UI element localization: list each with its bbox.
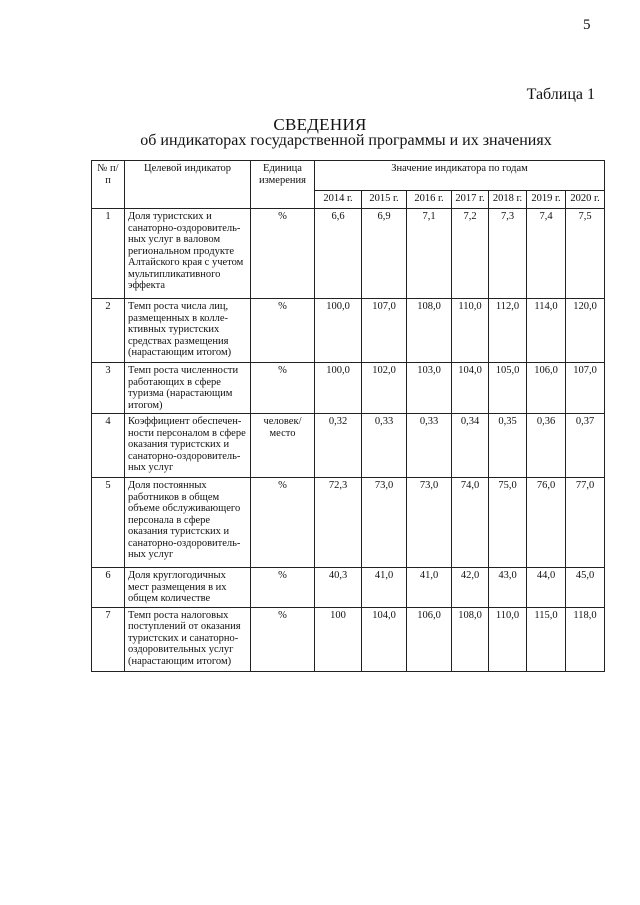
table-row [92, 478, 605, 568]
header-value-group: Значение индикатора по годам [315, 161, 605, 191]
row-value: 104,0 [452, 363, 489, 414]
row-value: 6,6 [315, 209, 362, 299]
header-year: 2014 г. [315, 191, 362, 209]
row-unit: % [251, 478, 315, 568]
row-value: 0,37 [566, 414, 605, 478]
row-unit: % [251, 299, 315, 363]
row-value: 107,0 [362, 299, 407, 363]
document-title: СВЕДЕНИЯ [273, 115, 367, 134]
row-value: 0,34 [452, 414, 489, 478]
row-value: 100,0 [315, 363, 362, 414]
row-number: 5 [92, 478, 125, 568]
row-value: 103,0 [407, 363, 452, 414]
row-value: 110,0 [452, 299, 489, 363]
row-unit: % [251, 607, 315, 671]
table-row [92, 607, 605, 671]
table-row [92, 414, 605, 478]
row-value: 43,0 [489, 568, 527, 608]
row-value: 110,0 [489, 607, 527, 671]
row-value: 77,0 [566, 478, 605, 568]
row-value: 72,3 [315, 478, 362, 568]
row-indicator: Доля постоянных работников в общем объеме обслуживающего персонала в сфере оказания туристских и санаторно-оздоровитель-ных услуг [125, 478, 251, 568]
table-body [92, 209, 605, 672]
row-unit: % [251, 363, 315, 414]
table-row [92, 209, 605, 299]
row-value: 74,0 [452, 478, 489, 568]
title-block [0, 116, 640, 149]
row-value: 75,0 [489, 478, 527, 568]
row-value: 73,0 [362, 478, 407, 568]
row-unit: человек/ место [251, 414, 315, 478]
row-number: 1 [92, 209, 125, 299]
row-value: 115,0 [527, 607, 566, 671]
row-value: 42,0 [452, 568, 489, 608]
row-value: 100 [315, 607, 362, 671]
row-number: 2 [92, 299, 125, 363]
row-value: 7,3 [489, 209, 527, 299]
row-indicator: Темп роста налоговых поступлений от оказания туристских и санаторно-оздоровительных услуг (нарастающим итогом) [125, 607, 251, 671]
row-unit: % [251, 568, 315, 608]
table-label: Таблица 1 [526, 86, 595, 103]
row-unit: % [251, 209, 315, 299]
table-row [92, 299, 605, 363]
header-year: 2017 г. [452, 191, 489, 209]
row-value: 76,0 [527, 478, 566, 568]
row-indicator: Темп роста числа лиц, размещенных в колле-ктивных туристских средствах размещения (нарастающим итогом) [125, 299, 251, 363]
header-year: 2020 г. [566, 191, 605, 209]
row-value: 7,5 [566, 209, 605, 299]
row-value: 6,9 [362, 209, 407, 299]
document-subtitle: об индикаторах государственной программы и их значениях [140, 132, 552, 149]
row-value: 100,0 [315, 299, 362, 363]
row-value: 120,0 [566, 299, 605, 363]
indicators-table [91, 160, 605, 672]
header-number: № п/п [92, 161, 125, 209]
row-indicator: Доля туристских и санаторно-оздоровитель-ных услуг в валовом региональном продукте Алтайского края с учетом мультипликативного эффекта [125, 209, 251, 299]
header-year: 2019 г. [527, 191, 566, 209]
row-value: 0,36 [527, 414, 566, 478]
row-value: 7,1 [407, 209, 452, 299]
row-value: 114,0 [527, 299, 566, 363]
row-number: 3 [92, 363, 125, 414]
row-indicator: Коэффициент обеспечен-ности персоналом в сфере оказания туристских и санаторно-оздоровитель-ных услуг [125, 414, 251, 478]
table-row [92, 363, 605, 414]
row-value: 7,4 [527, 209, 566, 299]
header-year: 2015 г. [362, 191, 407, 209]
row-value: 107,0 [566, 363, 605, 414]
row-value: 0,35 [489, 414, 527, 478]
row-value: 108,0 [452, 607, 489, 671]
header-year: 2018 г. [489, 191, 527, 209]
header-indicator: Целевой индикатор [125, 161, 251, 209]
row-value: 41,0 [362, 568, 407, 608]
row-number: 6 [92, 568, 125, 608]
row-value: 45,0 [566, 568, 605, 608]
row-value: 0,32 [315, 414, 362, 478]
page-number: 5 [583, 17, 591, 33]
row-value: 73,0 [407, 478, 452, 568]
row-value: 7,2 [452, 209, 489, 299]
table-header [92, 161, 605, 209]
table-row [92, 568, 605, 608]
row-indicator: Доля круглогодичных мест размещения в их общем количестве [125, 568, 251, 608]
row-value: 40,3 [315, 568, 362, 608]
row-value: 106,0 [527, 363, 566, 414]
row-indicator: Темп роста численности работающих в сфере туризма (нарастающим итогом) [125, 363, 251, 414]
row-value: 105,0 [489, 363, 527, 414]
row-value: 104,0 [362, 607, 407, 671]
row-value: 44,0 [527, 568, 566, 608]
row-value: 0,33 [362, 414, 407, 478]
row-value: 118,0 [566, 607, 605, 671]
row-number: 7 [92, 607, 125, 671]
row-value: 41,0 [407, 568, 452, 608]
header-unit: Единица измерения [251, 161, 315, 209]
row-value: 102,0 [362, 363, 407, 414]
row-value: 112,0 [489, 299, 527, 363]
row-value: 106,0 [407, 607, 452, 671]
header-year: 2016 г. [407, 191, 452, 209]
row-number: 4 [92, 414, 125, 478]
row-value: 108,0 [407, 299, 452, 363]
row-value: 0,33 [407, 414, 452, 478]
